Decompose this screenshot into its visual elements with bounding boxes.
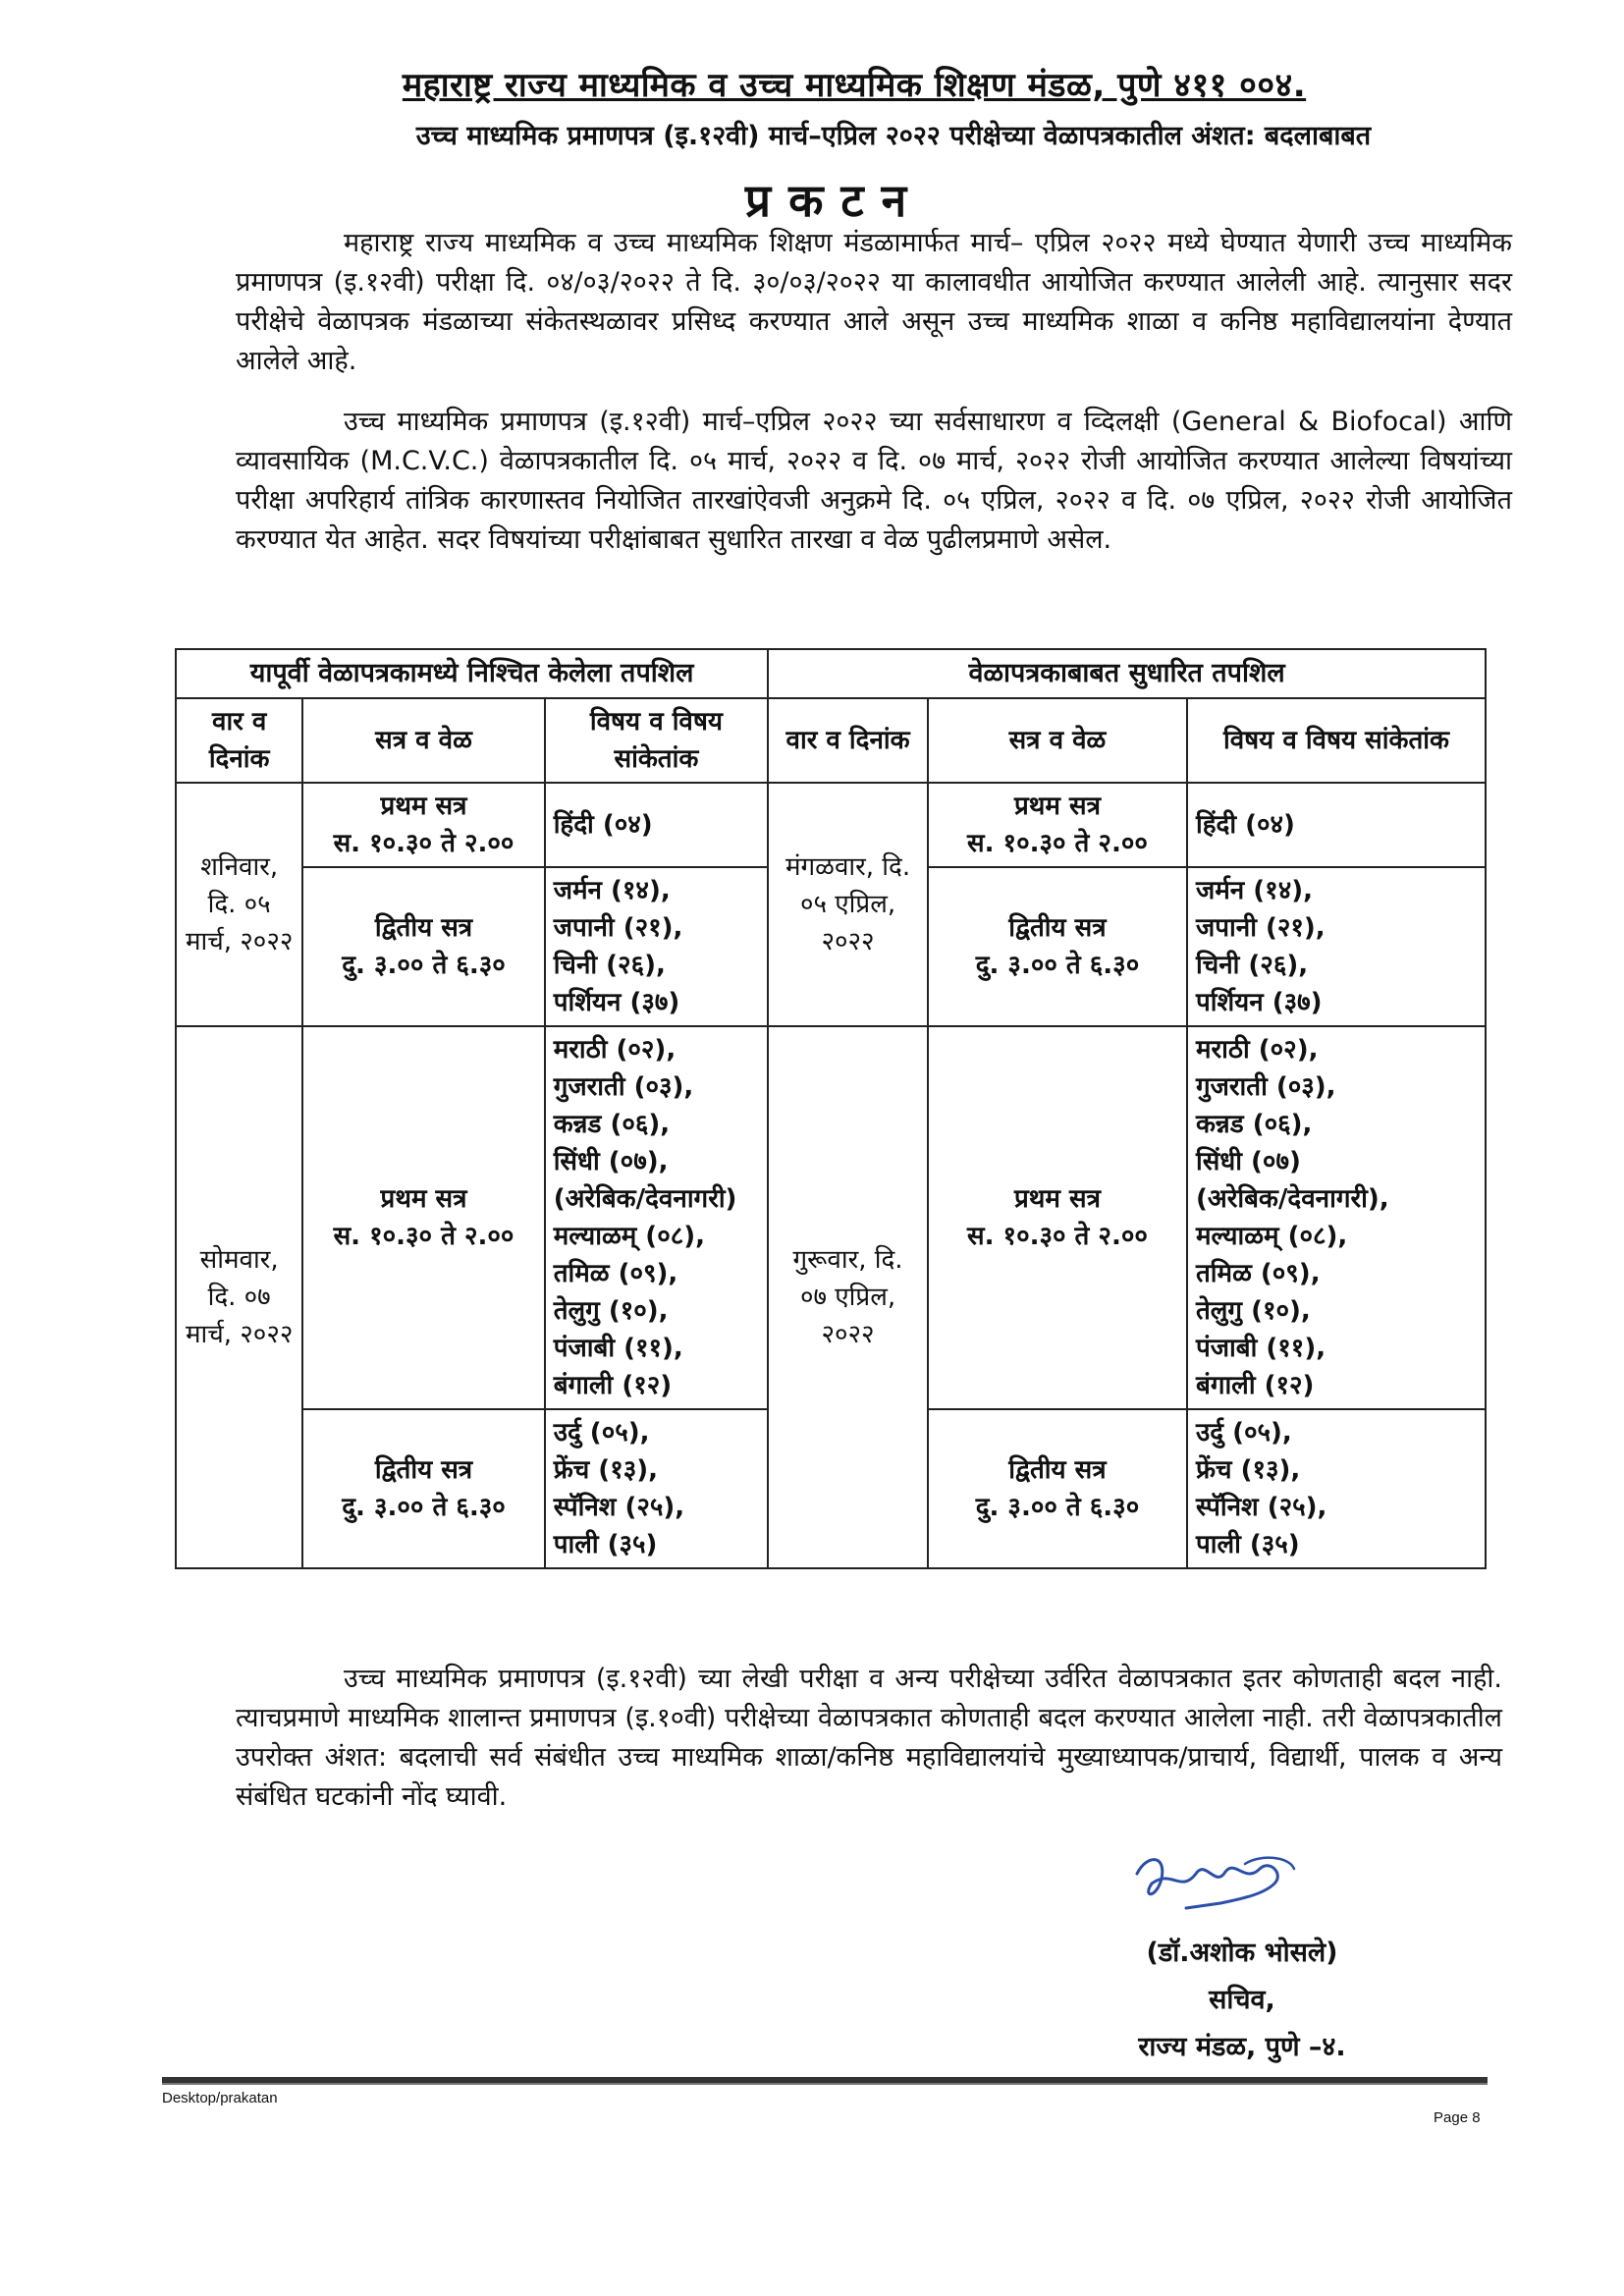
session-time: स. १०.३० ते २.०० [967,829,1148,858]
session-time: स. १०.३० ते २.०० [333,829,514,858]
subject-cell: जर्मन (१४), जपानी (२१), चिनी (२६), पर्शियन (३७) [545,867,768,1026]
old-schedule-group-header: यापूर्वी वेळापत्रकामध्ये निश्चित केलेला तपशिल [176,649,768,698]
board-heading: महाराष्ट्र राज्य माध्यमिक व उच्च माध्यमिक शिक्षण मंडळ, पुणे ४११ ००४. [402,66,1307,105]
col-day-new: वार व दिनांक [768,698,928,783]
col-subject-old: विषय व विषय सांकेतांक [545,698,768,783]
col-session-old: सत्र व वेळ [302,698,544,783]
column-header-row [176,698,1486,783]
day1-old-cell: शनिवार, दि. ०५ मार्च, २०२२ [176,783,302,1026]
session-cell [928,867,1187,1026]
day2-old-cell: सोमवार, दि. ०७ मार्च, २०२२ [176,1026,302,1568]
session-time: दु. ३.०० ते ६.३० [975,1493,1140,1522]
footer-path: Desktop/prakatan [162,2090,278,2106]
session-label: द्वितीय सत्र [374,913,473,943]
col-subject-new: विषय व विषय सांकेतांक [1187,698,1486,783]
table-row [176,783,1486,867]
session-time: दु. ३.०० ते ६.३० [975,951,1140,980]
table-row [176,1026,1486,1409]
session-label: द्वितीय सत्र [1008,1455,1107,1485]
signature-block [1080,1930,1404,2071]
subject-cell: मराठी (०२), गुजराती (०३), कन्नड (०६), सिंधी (०७), (अरेबिक/देवनागरी) मल्याळम् (०८), तमिळ (०९), तेलुगु (१०), पंजाबी (११), बंगाली (१२) [545,1026,768,1409]
session-cell [928,783,1187,867]
session-label: द्वितीय सत्र [374,1455,473,1485]
new-schedule-group-header: वेळापत्रकाबाबत सुधारित तपशिल [768,649,1486,698]
session-time: दु. ३.०० ते ६.३० [342,951,506,980]
subject-cell: उर्दु (०५), फ्रेंच (१३), स्पॅनिश (२५), पाली (३५) [545,1409,768,1568]
session-label: प्रथम सत्र [1013,1184,1101,1214]
session-label: प्रथम सत्र [380,1184,467,1214]
change-paragraph: उच्च माध्यमिक प्रमाणपत्र (इ.१२वी) मार्च–एप्रिल २०२२ च्या सर्वसाधारण व व्दिलक्षी (General & Biofocal) आणि व्यावसायिक (M.C.V.C.) वेळापत्रकातील दि. ०५ मार्च, २०२२ व दि. ०७ मार्च, २०२२ रोजी आयोजित करण्यात आलेल्या विषयांच्या परीक्षा अपरिहार्य तांत्रिक कारणास्तव नियोजित तारखांऐवजी अनुक्रमे दि. ०५ एप्रिल, २०२२ व दि. ०७ एप्रिल, २०२२ रोजी आयोजित करण्यात येत आहेत. सदर विषयांच्या परीक्षांबाबत सुधारित तारखा व वेळ पुढीलप्रमाणे असेल. [236,407,1512,555]
footer-rule [162,2077,1488,2085]
session-label: प्रथम सत्र [380,792,467,821]
subject-cell: हिंदी (०४) [1187,783,1486,867]
session-time: स. १०.३० ते २.०० [333,1222,514,1251]
closing-paragraph: उच्च माध्यमिक प्रमाणपत्र (इ.१२वी) च्या लेखी परीक्षा व अन्य परीक्षेच्या उर्वरित वेळापत्रकात इतर कोणताही बदल नाही. त्याचप्रमाणे माध्यमिक शालान्त प्रमाणपत्र (इ.१०वी) परीक्षेच्या वेळापत्रकात कोणताही बदल करण्यात आलेला नाही. तरी वेळापत्रकातील उपरोक्त अंशत: बदलाची सर्व संबंधीत उच्च माध्यमिक शाळा/कनिष्ठ महाविद्यालयांचे मुख्याध्यापक/प्राचार्य, विद्यार्थी, पालक व अन्य संबंधित घटकांनी नोंद घ्यावी. [236,1664,1502,1812]
group-header-row [176,649,1486,698]
session-label: प्रथम सत्र [1013,792,1101,821]
session-time: दु. ३.०० ते ६.३० [342,1493,506,1522]
subject-cell: उर्दु (०५), फ्रेंच (१३), स्पॅनिश (२५), पाली (३५) [1187,1409,1486,1568]
col-day-old: वार व दिनांक [176,698,302,783]
intro-paragraph: महाराष्ट्र राज्य माध्यमिक व उच्च माध्यमिक शिक्षण मंडळामार्फत मार्च– एप्रिल २०२२ मध्ये घेण्यात येणारी उच्च माध्यमिक प्रमाणपत्र (इ.१२वी) परीक्षा दि. ०४/०३/२०२२ ते दि. ३०/०३/२०२२ या कालावधीत आयोजित करण्यात आलेली आहे. त्यानुसार सदर परीक्षेचे वेळापत्रक मंडळाच्या संकेतस्थळावर प्रसिध्द करण्यात आले असून उच्च माध्यमिक शाळा व कनिष्ठ महाविद्यालयांना देण्यात आलेले आहे. [236,228,1512,376]
col-session-new: सत्र व वेळ [928,698,1187,783]
signatory-title: सचिव, [1209,1985,1275,2015]
subject-heading: उच्च माध्यमिक प्रमाणपत्र (इ.१२वी) मार्च–एप्रिल २०२२ परीक्षेच्या वेळापत्रकातील अंशत: बदलाबाबत [415,121,1372,151]
session-cell [928,1026,1187,1409]
signatory-name: (डॉ.अशोक भोसले) [1146,1938,1338,1968]
session-time: स. १०.३० ते २.०० [967,1222,1148,1251]
session-cell [302,1409,544,1568]
schedule-table [175,648,1487,1569]
signature-scrawl-icon [1127,1844,1304,1923]
subject-cell: मराठी (०२), गुजराती (०३), कन्नड (०६), सिंधी (०७) (अरेबिक/देवनागरी), मल्याळम् (०८), तमिळ (०९), तेलुगु (१०), पंजाबी (११), बंगाली (१२) [1187,1026,1486,1409]
session-label: द्वितीय सत्र [1008,913,1107,943]
day1-new-cell: मंगळवार, दि. ०५ एप्रिल, २०२२ [768,783,928,1026]
day2-new-cell: गुरूवार, दि. ०७ एप्रिल, २०२२ [768,1026,928,1568]
session-cell [928,1409,1187,1568]
signatory-office: राज्य मंडळ, पुणे –४. [1138,2032,1346,2062]
notice-title: प्रकटन [744,174,925,227]
session-cell [302,1026,544,1409]
subject-cell: हिंदी (०४) [545,783,768,867]
subject-cell: जर्मन (१४), जपानी (२१), चिनी (२६), पर्शियन (३७) [1187,867,1486,1026]
session-cell [302,867,544,1026]
session-cell [302,783,544,867]
footer-page-number: Page 8 [1434,2109,1481,2126]
